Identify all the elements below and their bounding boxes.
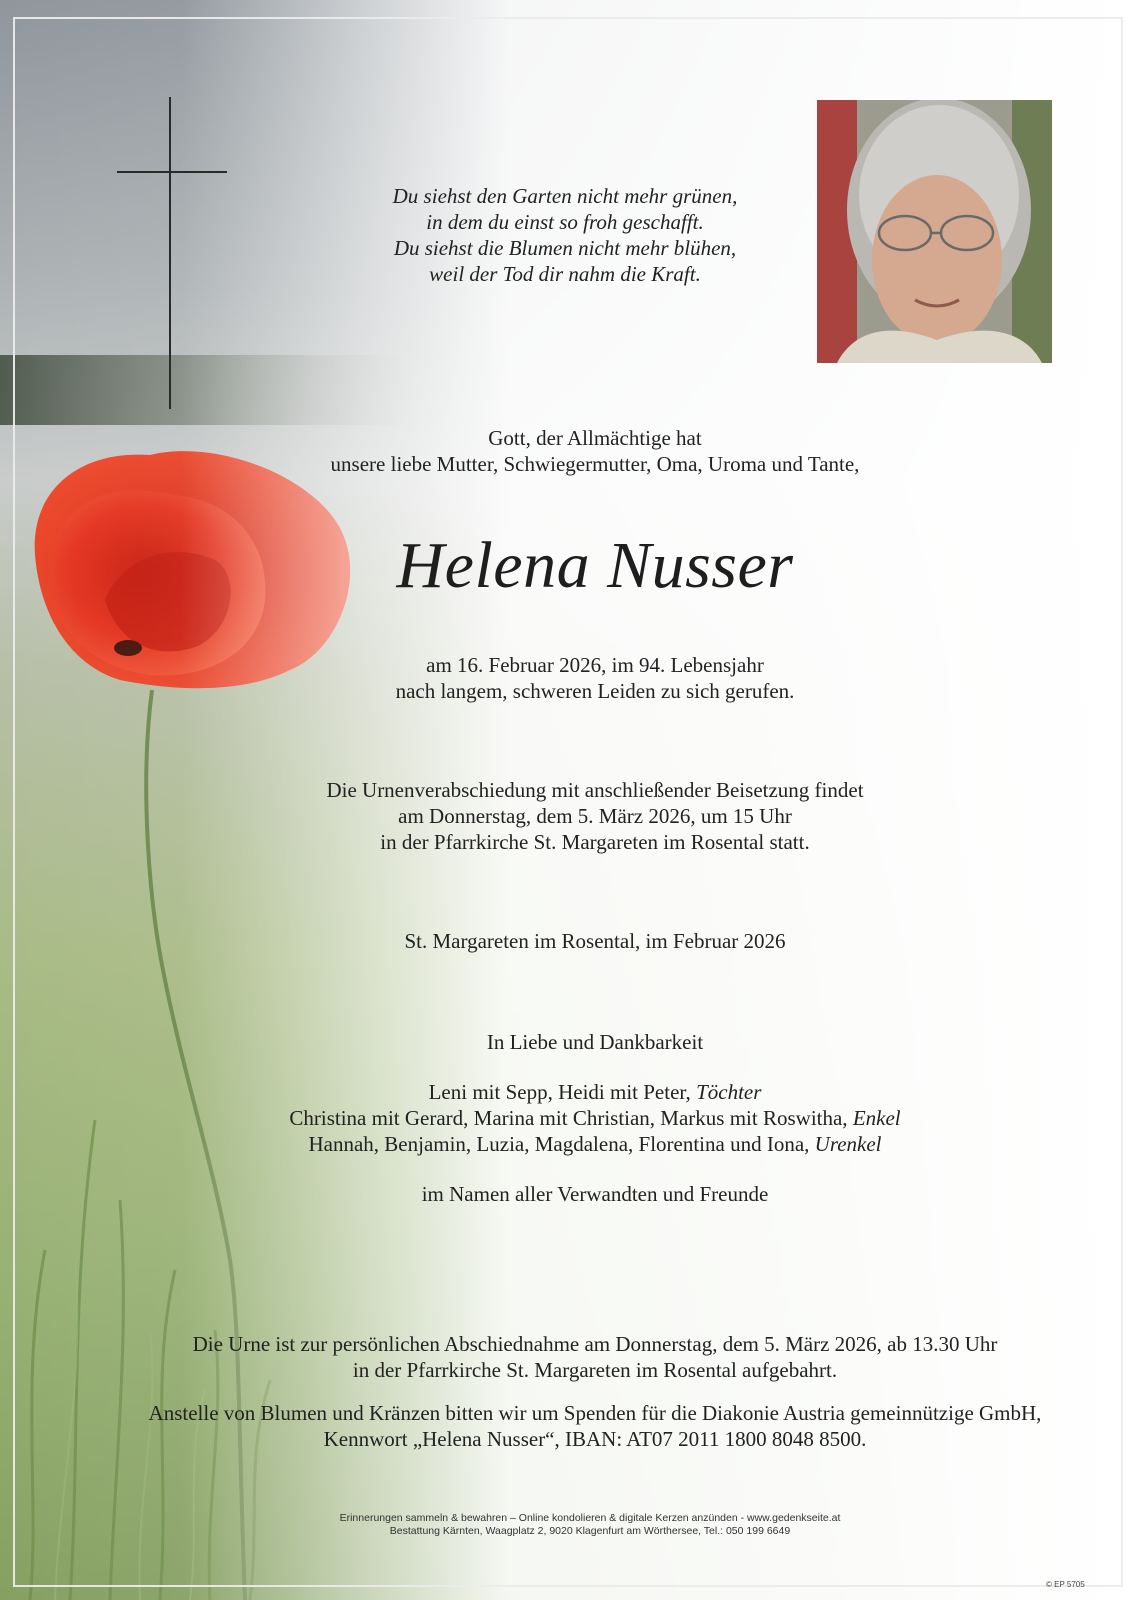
- intro-line: Gott, der Allmächtige hat: [488, 426, 702, 450]
- donation-line: Kennwort „Helena Nusser“, IBAN: AT07 2011 1800 8048 8500.: [323, 1427, 867, 1451]
- footer-small-print: [240, 1512, 940, 1538]
- place-date: St. Margareten im Rosental, im Februar 2026: [404, 929, 786, 953]
- donation-line: Anstelle von Blumen und Kränzen bitten wir um Spenden für die Diakonie Austria gemeinnützige GmbH,: [148, 1401, 1042, 1425]
- viewing-info: [90, 1331, 1100, 1383]
- intro-line: unsere liebe Mutter, Schwiegermutter, Oma, Uroma und Tante,: [330, 452, 860, 476]
- mourner-role: Töchter: [696, 1080, 762, 1104]
- poem-line: in dem du einst so froh geschafft.: [426, 210, 704, 234]
- cross-icon: [169, 97, 171, 409]
- mourner-role: Enkel: [852, 1106, 901, 1130]
- poem-line: Du siehst den Garten nicht mehr grünen,: [392, 184, 738, 208]
- ceremony-line: am Donnerstag, dem 5. März 2026, um 15 Uhr: [398, 804, 792, 828]
- print-code: © EP 5705: [1046, 1580, 1085, 1589]
- ceremony-line: in der Pfarrkirche St. Margareten im Rosental statt.: [380, 830, 810, 854]
- mourner-line: [140, 1131, 1050, 1157]
- death-line: nach langem, schweren Leiden zu sich gerufen.: [395, 679, 795, 703]
- deceased-name: Helena Nusser: [396, 529, 794, 602]
- viewing-line: in der Pfarrkirche St. Margareten im Rosental aufgebahrt.: [352, 1358, 838, 1382]
- mourner-role: Urenkel: [814, 1132, 882, 1156]
- death-notice: [140, 652, 1050, 704]
- footer-line: Erinnerungen sammeln & bewahren – Online kondolieren & digitale Kerzen anzünden - www.gedenkseite.at: [339, 1512, 841, 1524]
- ceremony-line: Die Urnenverabschiedung mit anschließender Beisetzung findet: [326, 778, 864, 802]
- closing-phrase: In Liebe und Dankbarkeit: [486, 1030, 704, 1054]
- footer-line: Bestattung Kärnten, Waagplatz 2, 9020 Klagenfurt am Wörthersee, Tel.: 050 199 6649: [389, 1525, 791, 1537]
- mourner-line: [140, 1079, 1050, 1105]
- donation-info: [60, 1400, 1130, 1452]
- mourners-list: [140, 1079, 1050, 1157]
- viewing-line: Die Urne ist zur persönlichen Abschiednahme am Donnerstag, dem 5. März 2026, ab 13.30 Uhr: [192, 1332, 998, 1356]
- poem-line: weil der Tod dir nahm die Kraft.: [429, 262, 701, 286]
- mourner-line: [140, 1105, 1050, 1131]
- ceremony-info: [140, 777, 1050, 855]
- relatives-line: im Namen aller Verwandten und Freunde: [421, 1182, 769, 1206]
- poem-text: [265, 183, 865, 287]
- mourner-names: Leni mit Sepp, Heidi mit Peter,: [428, 1080, 697, 1104]
- intro-text: [140, 425, 1050, 477]
- mourner-names: Hannah, Benjamin, Luzia, Magdalena, Florentina und Iona,: [308, 1132, 815, 1156]
- mourner-names: Christina mit Gerard, Marina mit Christian, Markus mit Roswitha,: [289, 1106, 853, 1130]
- death-line: am 16. Februar 2026, im 94. Lebensjahr: [426, 653, 764, 677]
- cross-icon-bar: [117, 171, 227, 173]
- poem-line: Du siehst die Blumen nicht mehr blühen,: [393, 236, 737, 260]
